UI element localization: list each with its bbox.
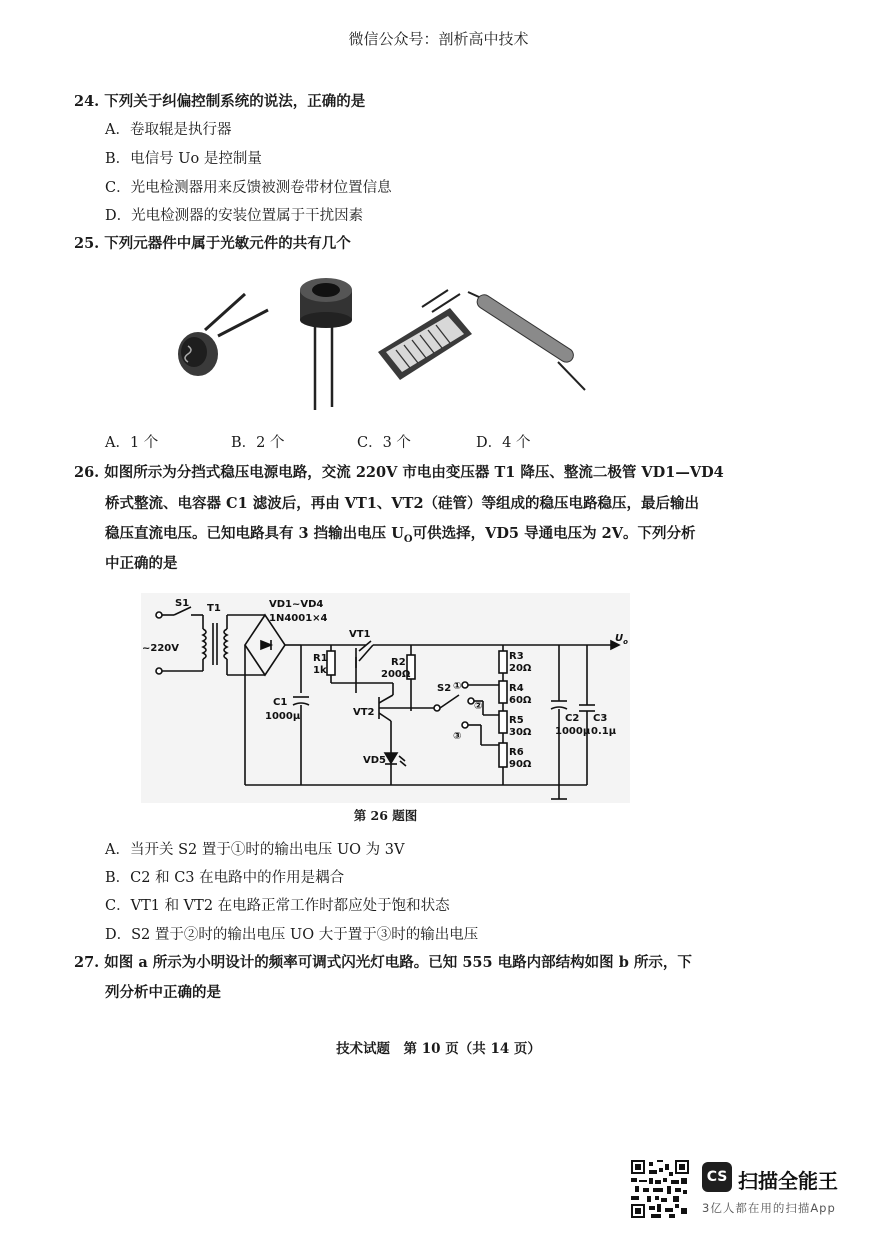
label-r2-value: 200Ω: [381, 669, 411, 680]
label-vt1: VT1: [349, 629, 371, 640]
label-c2-value: 1000μ: [555, 726, 591, 737]
question-number: 24.: [74, 93, 100, 110]
label-vd-range: VD1~VD4: [269, 599, 324, 610]
label-vd5: VD5: [363, 755, 386, 766]
question-25-stem: [74, 234, 351, 254]
question-text: 如图 a 所示为小明设计的频率可调式闪光灯电路。已知 555 电路内部结构如图 b 所示，下: [104, 954, 692, 971]
label-uo: $U_o$: [615, 633, 628, 646]
label-s1: S1: [175, 598, 190, 609]
label-c1: C1: [273, 697, 288, 708]
label-t1: T1: [207, 603, 221, 614]
label-vt2: VT2: [353, 707, 375, 718]
question-number: 25.: [74, 235, 100, 252]
q25-option-c: C．3 个: [357, 435, 411, 451]
label-c2: C2: [565, 713, 580, 724]
humidity-sensor-image: [378, 290, 472, 380]
label-r5-value: 30Ω: [509, 727, 532, 738]
question-text: 下列关于纠偏控制系统的说法，正确的是: [104, 93, 366, 110]
question-text: 如图所示为分挡式稳压电源电路，交流 220V 市电由变压器 T1 降压、整流二极管 VD1—VD4: [104, 464, 724, 481]
q25-option-b: B．2 个: [231, 435, 285, 451]
label-r1-value: 1k: [313, 665, 327, 676]
q25-option-d: D．4 个: [476, 435, 531, 451]
label-vd-part: 1N4001×4: [269, 613, 328, 624]
brand-slogan: 3亿人都在用的扫描App: [702, 1201, 836, 1215]
q24-option-a: A．卷取辊是执行器: [105, 122, 232, 138]
qr-code-icon: [631, 1160, 689, 1218]
label-r3-value: 20Ω: [509, 663, 532, 674]
q26-option-d: D．S2 置于②时的输出电压 UO 大于置于③时的输出电压: [105, 927, 479, 943]
question-26-line-4: 中正确的是: [105, 555, 178, 572]
label-r6: R6: [509, 747, 524, 758]
photoresistor-image: [178, 294, 268, 376]
circuit-diagram: [141, 593, 630, 803]
question-text: 下列元器件中属于光敏元件的共有几个: [104, 235, 351, 252]
q24-option-b: B．电信号 Uo 是控制量: [105, 151, 262, 167]
label-s2: S2: [437, 683, 452, 694]
page-footer: 技术试题 第 10 页（共 14 页）: [336, 1041, 541, 1057]
q26-option-a: A．当开关 S2 置于①时的输出电压 UO 为 3V: [105, 842, 405, 858]
label-r5: R5: [509, 715, 524, 726]
label-r4: R4: [509, 683, 524, 694]
label-r2: R2: [391, 657, 406, 668]
label-r4-value: 60Ω: [509, 695, 532, 706]
q25-option-a: A．1 个: [105, 435, 159, 451]
label-r1: R1: [313, 653, 328, 664]
label-c3: C3: [593, 713, 608, 724]
figure-caption: 第 26 题图: [353, 808, 418, 823]
q24-option-d: D．光电检测器的安装位置属于干扰因素: [105, 208, 364, 224]
label-r3: R3: [509, 651, 524, 662]
question-number: 26.: [74, 464, 100, 481]
question-27-line-2: 列分析中正确的是: [105, 984, 221, 1001]
label-pos1: ①: [453, 681, 462, 692]
page-header: 微信公众号：剖析高中技术: [348, 30, 529, 48]
brand-name: 扫描全能王: [738, 1169, 838, 1193]
label-pos2: ②: [474, 701, 483, 712]
q24-option-c: C．光电检测器用来反馈被测卷带材位置信息: [105, 180, 392, 196]
question-24-stem: [74, 92, 365, 112]
question-27-line-1: [74, 953, 692, 973]
label-pos3: ③: [453, 731, 462, 742]
camscanner-logo-icon: CS: [702, 1162, 732, 1192]
label-r6-value: 90Ω: [509, 759, 532, 770]
question-26-line-2: 桥式整流、电容器 C1 滤波后，再由 VT1、VT2（硅管）等组成的稳压电路稳压，最后输出: [105, 495, 700, 512]
reed-switch-image: [468, 292, 585, 390]
question-26-line-1: [74, 463, 724, 483]
q26-option-b: B．C2 和 C3 在电路中的作用是耦合: [105, 870, 345, 886]
label-mains: ~220V: [142, 643, 179, 654]
question-number: 27.: [74, 954, 100, 971]
question-26-line-3: 稳压直流电压。已知电路具有 3 挡输出电压 $U_O$可供选择，VD5 导通电压为 2V。下列分析: [105, 525, 696, 545]
phototransistor-image: [300, 278, 352, 410]
label-c3-value: 0.1μ: [591, 726, 617, 737]
label-c1-value: 1000μ: [265, 711, 301, 722]
q26-option-c: C．VT1 和 VT2 在电路正常工作时都应处于饱和状态: [105, 898, 450, 914]
component-photos: [160, 272, 600, 422]
